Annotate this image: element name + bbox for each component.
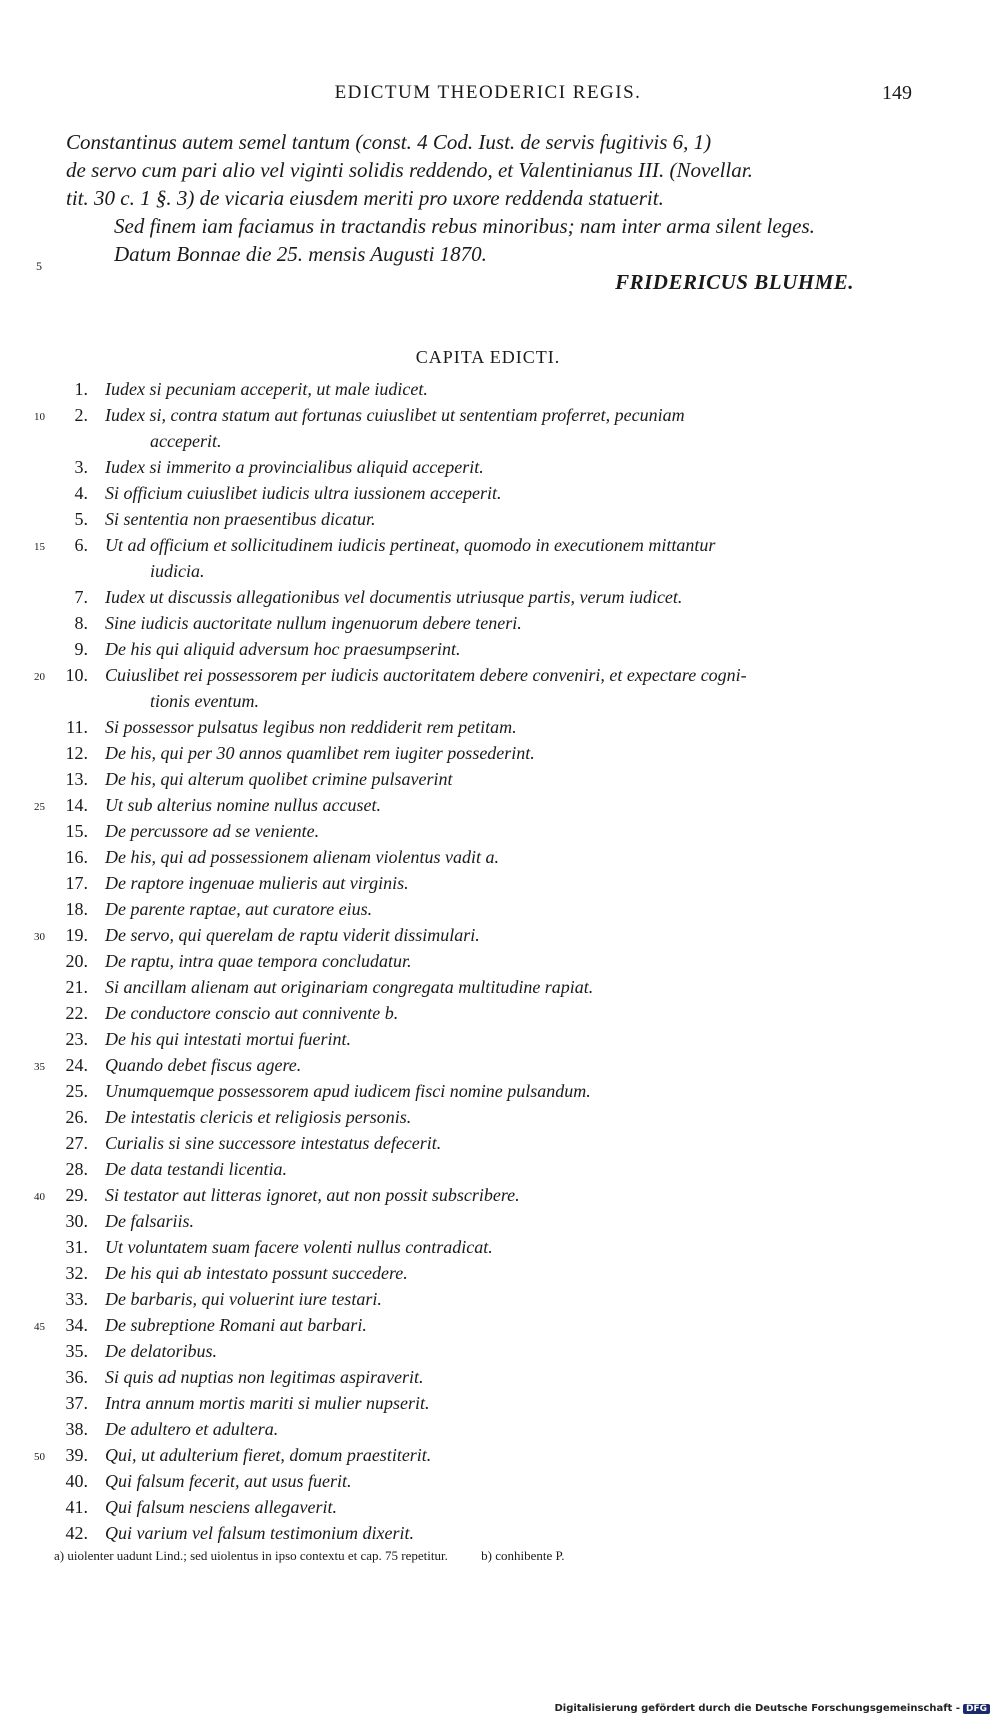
caput-item: [0, 1442, 1000, 1468]
section-title: CAPITA EDICTI.: [415, 347, 561, 367]
caput-text: [105, 454, 905, 480]
caput-text: [105, 402, 905, 454]
caput-item: [0, 1078, 1000, 1104]
caput-number: 14.: [65, 795, 88, 815]
caput-text: [105, 792, 905, 818]
caput-text-line: De falsariis.: [105, 1211, 195, 1231]
caput-text-line: Intra annum mortis mariti si mulier nupserit.: [105, 1393, 430, 1413]
caput-text: [105, 844, 905, 870]
margin-line-number: 15: [34, 541, 45, 553]
caput-number: 9.: [74, 639, 88, 659]
caput-text-line: Unumquemque possessorem apud iudicem fisci nomine pulsandum.: [105, 1081, 591, 1101]
caput-number: 16.: [65, 847, 88, 867]
caput-item: [0, 948, 1000, 974]
caput-text-line: De barbaris, qui voluerint iure testari.: [105, 1289, 382, 1309]
footnotes: [54, 1548, 914, 1564]
caput-text-line: De subreptione Romani aut barbari.: [105, 1315, 367, 1335]
caput-text: [105, 1390, 905, 1416]
caput-text-line: Si possessor pulsatus legibus non reddiderit rem petitam.: [105, 717, 517, 737]
caput-number: 38.: [65, 1419, 88, 1439]
margin-line-number: 40: [34, 1191, 45, 1203]
caput-item: [0, 532, 1000, 584]
caput-item: [0, 1260, 1000, 1286]
caput-text-line: Ut ad officium et sollicitudinem iudicis pertineat, quomodo in executionem mittantur: [105, 535, 716, 555]
caput-text-continuation: acceperit.: [150, 431, 222, 451]
caput-item: [0, 662, 1000, 714]
caput-item: [0, 1156, 1000, 1182]
margin-line-number: 50: [34, 1451, 45, 1463]
caput-text: [105, 532, 905, 584]
caput-number: 34.: [65, 1315, 88, 1335]
caput-text-line: Sine iudicis auctoritate nullum ingenuorum debere teneri.: [105, 613, 522, 633]
caput-number: 27.: [65, 1133, 88, 1153]
caput-text: [105, 922, 905, 948]
date-line: Datum Bonnae die 25. mensis Augusti 1870.: [114, 242, 487, 266]
caput-number: 40.: [65, 1471, 88, 1491]
intro-text: [36, 128, 910, 296]
caput-text: [105, 1468, 905, 1494]
caput-text: [105, 1416, 905, 1442]
caput-text-line: De conductore conscio aut connivente b.: [105, 1003, 399, 1023]
caput-text: [105, 714, 905, 740]
caput-text-line: De his, qui alterum quolibet crimine pulsaverint: [105, 769, 453, 789]
caput-item: [0, 1468, 1000, 1494]
caput-number: 24.: [65, 1055, 88, 1075]
caput-text-continuation: tionis eventum.: [150, 691, 259, 711]
caput-text: [105, 896, 905, 922]
caput-item: [0, 506, 1000, 532]
caput-text-line: Si sententia non praesentibus dicatur.: [105, 509, 376, 529]
caput-item: [0, 584, 1000, 610]
caput-text-line: Qui varium vel falsum testimonium dixerit.: [105, 1523, 414, 1543]
caput-text-line: Si testator aut litteras ignoret, aut non possit subscribere.: [105, 1185, 520, 1205]
caput-text: [105, 1130, 905, 1156]
caput-text: [105, 1520, 905, 1546]
margin-line-number: 20: [34, 671, 45, 683]
caput-text-line: Si quis ad nuptias non legitimas aspiraverit.: [105, 1367, 424, 1387]
caput-text-line: De percussore ad se veniente.: [105, 821, 320, 841]
caput-text: [105, 610, 905, 636]
caput-text: [105, 636, 905, 662]
caput-text: [105, 1156, 905, 1182]
caput-item: [0, 1234, 1000, 1260]
caput-number: 17.: [65, 873, 88, 893]
caput-text: [105, 870, 905, 896]
caput-item: [0, 1416, 1000, 1442]
caput-number: 7.: [74, 587, 88, 607]
caput-text: [105, 480, 905, 506]
running-title: EDICTUM THEODERICI REGIS.: [334, 82, 642, 103]
caput-text: [105, 376, 905, 402]
caput-item: [0, 1026, 1000, 1052]
caput-item: [0, 1338, 1000, 1364]
caput-number: 12.: [65, 743, 88, 763]
caput-text-continuation: iudicia.: [150, 561, 205, 581]
caput-text: [105, 1338, 905, 1364]
caput-text-line: Qui falsum nesciens allegaverit.: [105, 1497, 337, 1517]
caput-number: 42.: [65, 1523, 88, 1543]
caput-item: [0, 1104, 1000, 1130]
caput-number: 13.: [65, 769, 88, 789]
caput-text-line: Qui falsum fecerit, aut usus fuerit.: [105, 1471, 352, 1491]
caput-text-line: De his qui ab intestato possunt succedere.: [105, 1263, 408, 1283]
caput-item: [0, 636, 1000, 662]
caput-item: [0, 480, 1000, 506]
caput-text: [105, 1312, 905, 1338]
caput-text-line: Ut voluntatem suam facere volenti nullus contradicat.: [105, 1237, 493, 1257]
caput-item: [0, 844, 1000, 870]
caput-number: 23.: [65, 1029, 88, 1049]
caput-number: 39.: [65, 1445, 88, 1465]
caput-item: [0, 1364, 1000, 1390]
caput-text: [105, 1208, 905, 1234]
caput-number: 15.: [65, 821, 88, 841]
margin-line-number: 35: [34, 1061, 45, 1073]
caput-item: [0, 1182, 1000, 1208]
caput-text: [105, 662, 905, 714]
caput-text: [105, 740, 905, 766]
caput-item: [0, 1312, 1000, 1338]
caput-number: 28.: [65, 1159, 88, 1179]
caput-number: 30.: [65, 1211, 88, 1231]
margin-line-number: 10: [34, 411, 45, 423]
caput-number: 5.: [74, 509, 88, 529]
caput-number: 19.: [65, 925, 88, 945]
caput-item: [0, 792, 1000, 818]
caput-text: [105, 1494, 905, 1520]
caput-text-line: Iudex si immerito a provincialibus aliquid acceperit.: [105, 457, 484, 477]
caput-item: [0, 922, 1000, 948]
caput-number: 29.: [65, 1185, 88, 1205]
caput-number: 20.: [65, 951, 88, 971]
caput-number: 35.: [65, 1341, 88, 1361]
caput-text-line: Si ancillam alienam aut originariam congregata multitudine rapiat.: [105, 977, 594, 997]
caput-text: [105, 818, 905, 844]
caput-number: 1.: [74, 379, 88, 399]
caput-number: 11.: [66, 717, 88, 737]
margin-line-number: 25: [34, 801, 45, 813]
caput-number: 4.: [74, 483, 88, 503]
digitization-credit: [554, 1703, 990, 1714]
caput-item: [0, 454, 1000, 480]
caput-number: 8.: [74, 613, 88, 633]
caput-text-line: Qui, ut adulterium fieret, domum praestiterit.: [105, 1445, 432, 1465]
caput-item: [0, 1520, 1000, 1546]
caput-item: [0, 610, 1000, 636]
caput-item: [0, 1286, 1000, 1312]
caput-item: [0, 1000, 1000, 1026]
caput-text-line: Iudex si pecuniam acceperit, ut male iudicet.: [105, 379, 428, 399]
caput-text-line: De parente raptae, aut curatore eius.: [105, 899, 373, 919]
caput-text-line: Cuiuslibet rei possessorem per iudicis auctoritatem debere conveniri, et expectare cogni-: [105, 665, 747, 685]
caput-item: [0, 1390, 1000, 1416]
caput-number: 18.: [65, 899, 88, 919]
caput-text-line: Ut sub alterius nomine nullus accuset.: [105, 795, 381, 815]
caput-text: [105, 1286, 905, 1312]
caput-text: [105, 1026, 905, 1052]
caput-text: [105, 974, 905, 1000]
caput-text: [105, 948, 905, 974]
caput-number: 25.: [65, 1081, 88, 1101]
caput-text: [105, 1364, 905, 1390]
caput-item: [0, 740, 1000, 766]
caput-text-line: Iudex si, contra statum aut fortunas cuiuslibet ut sententiam proferret, pecuniam: [105, 405, 685, 425]
margin-line-number: 45: [34, 1321, 45, 1333]
page-number: 149: [882, 82, 912, 104]
caput-text: [105, 1442, 905, 1468]
caput-text-line: De his, qui ad possessionem alienam violentus vadit a.: [105, 847, 499, 867]
caput-item: [0, 818, 1000, 844]
caput-text: [105, 1078, 905, 1104]
margin-line-number: 5: [36, 259, 42, 273]
caput-text-line: Curialis si sine successore intestatus defecerit.: [105, 1133, 442, 1153]
footnote-b: b) conhibente P.: [481, 1548, 565, 1563]
caput-text-line: Quando debet fiscus agere.: [105, 1055, 302, 1075]
caput-text-line: De his qui intestati mortui fuerint.: [105, 1029, 351, 1049]
caput-text: [105, 1234, 905, 1260]
running-header: [64, 82, 912, 110]
caput-text-line: De servo, qui querelam de raptu viderit dissimulari.: [105, 925, 480, 945]
caput-number: 33.: [65, 1289, 88, 1309]
caput-number: 41.: [65, 1497, 88, 1517]
caput-item: [0, 870, 1000, 896]
caput-text: [105, 766, 905, 792]
caput-text: [105, 1000, 905, 1026]
capita-list: [0, 376, 1000, 1546]
caput-text: [105, 1182, 905, 1208]
caput-number: 3.: [74, 457, 88, 477]
caput-text-line: De his qui aliquid adversum hoc praesumpserint.: [105, 639, 461, 659]
caput-text-line: De raptore ingenuae mulieris aut virginis.: [105, 873, 409, 893]
caput-item: [0, 1494, 1000, 1520]
caput-text: [105, 1104, 905, 1130]
caput-text: [105, 584, 905, 610]
caput-number: 6.: [74, 535, 88, 555]
caput-item: [0, 1052, 1000, 1078]
caput-item: [0, 1130, 1000, 1156]
intro-line-3: tit. 30 c. 1 §. 3) de vicaria eiusdem meriti pro uxore reddenda statuerit.: [66, 186, 664, 210]
credit-text: Digitalisierung gefördert durch die Deutsche Forschungsgemeinschaft -: [554, 1703, 960, 1714]
caput-number: 37.: [65, 1393, 88, 1413]
caput-number: 36.: [65, 1367, 88, 1387]
footnote-a: a) uiolenter uadunt Lind.; sed uiolentus in ipso contextu et cap. 75 repetitur.: [54, 1548, 448, 1563]
caput-number: 22.: [65, 1003, 88, 1023]
caput-item: [0, 974, 1000, 1000]
caput-item: [0, 896, 1000, 922]
caput-number: 26.: [65, 1107, 88, 1127]
caput-text-line: Iudex ut discussis allegationibus vel documentis utriusque partis, verum iudicet.: [105, 587, 683, 607]
caput-number: 31.: [65, 1237, 88, 1257]
caput-number: 21.: [65, 977, 88, 997]
caput-text-line: De delatoribus.: [105, 1341, 217, 1361]
intro-line-1: Constantinus autem semel tantum (const. 4 Cod. Iust. de servis fugitivis 6, 1): [66, 130, 712, 154]
caput-text-line: De adultero et adultera.: [105, 1419, 279, 1439]
intro-closing-paragraph: Sed finem iam faciamus in tractandis rebus minoribus; nam inter arma silent leges.: [114, 214, 815, 238]
caput-item: [0, 402, 1000, 454]
caput-number: 32.: [65, 1263, 88, 1283]
caput-item: [0, 1208, 1000, 1234]
caput-item: [0, 766, 1000, 792]
margin-line-number: 30: [34, 931, 45, 943]
caput-text-line: De raptu, intra quae tempora concludatur.: [105, 951, 412, 971]
dfg-logo: DFG: [963, 1704, 990, 1714]
caput-text: [105, 506, 905, 532]
caput-text: [105, 1260, 905, 1286]
caput-item: [0, 714, 1000, 740]
intro-line-2: de servo cum pari alio vel viginti solidis reddendo, et Valentinianus III. (Novellar.: [66, 158, 753, 182]
caput-text-line: De intestatis clericis et religiosis personis.: [105, 1107, 412, 1127]
caput-number: 10.: [65, 665, 88, 685]
signature: FRIDERICUS BLUHME.: [615, 270, 854, 294]
caput-text-line: De his, qui per 30 annos quamlibet rem iugiter possederint.: [105, 743, 535, 763]
caput-text-line: Si officium cuiuslibet iudicis ultra iussionem acceperit.: [105, 483, 502, 503]
caput-text: [105, 1052, 905, 1078]
caput-number: 2.: [74, 405, 88, 425]
caput-item: [0, 376, 1000, 402]
caput-text-line: De data testandi licentia.: [105, 1159, 287, 1179]
